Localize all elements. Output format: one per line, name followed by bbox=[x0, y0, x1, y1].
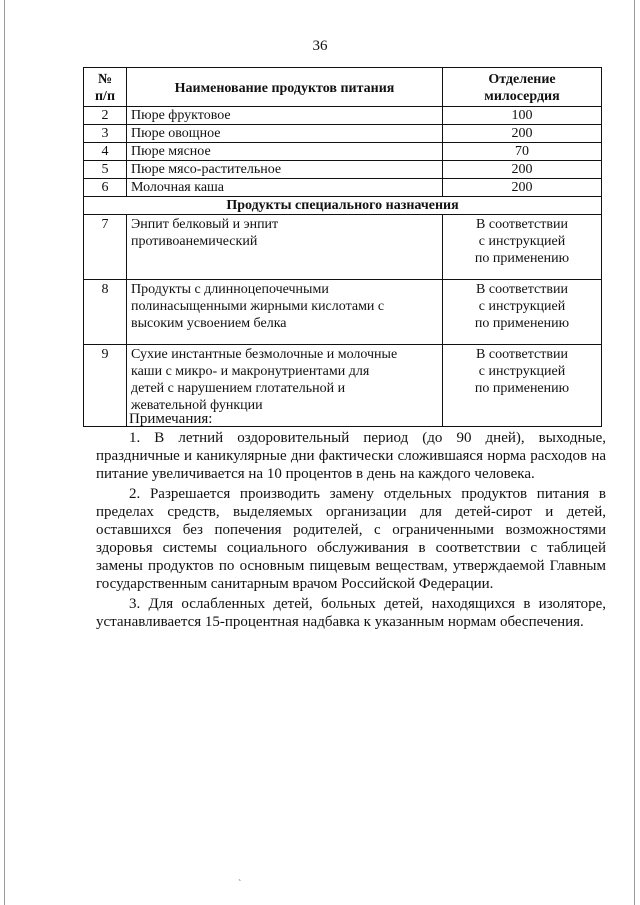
row-num: 9 bbox=[84, 345, 127, 427]
notes-section bbox=[96, 410, 606, 633]
food-norms-table bbox=[83, 67, 602, 427]
page-number: 36 bbox=[312, 38, 328, 54]
table-row bbox=[84, 161, 602, 179]
row-num: 6 bbox=[84, 179, 127, 197]
row-name: Пюре овощное bbox=[127, 125, 443, 143]
row-num: 7 bbox=[84, 215, 127, 280]
scan-speck: ` bbox=[238, 879, 242, 890]
row-name-line: детей с нарушением глотательной и bbox=[131, 381, 346, 396]
row-num: 4 bbox=[84, 143, 127, 161]
header-name: Наименование продуктов питания bbox=[127, 68, 443, 107]
note-paragraph: 2. Разрешается производить замену отдельных продуктов питания в пределах средств, выделяемых организации для детей-сирот и детей, оставшихся без попечения родителей, с ограниченными возможностями здоровья системы социального обслуживания в соответствии с таблицей замены продуктов по основным пищевым веществам, утверждаемой Главным государственным санитарным врачом Российской Федерации. bbox=[96, 486, 606, 592]
row-name-line: полинасыщенными жирными кислотами с bbox=[131, 299, 385, 314]
row-name-line: Сухие инстантные безмолочные и молочные bbox=[131, 347, 398, 362]
row-num: 8 bbox=[84, 280, 127, 345]
row-name-line: противоанемический bbox=[131, 234, 258, 249]
table-row bbox=[84, 280, 602, 345]
header-num-line: № bbox=[97, 72, 113, 87]
row-name bbox=[127, 280, 443, 345]
row-num: 5 bbox=[84, 161, 127, 179]
row-name: Пюре фруктовое bbox=[127, 107, 443, 125]
section-title: Продукты специального назначения bbox=[84, 197, 602, 215]
scan-edge-left bbox=[4, 0, 5, 905]
row-value: 200 bbox=[443, 125, 602, 143]
row-value bbox=[443, 280, 602, 345]
row-value: 200 bbox=[443, 161, 602, 179]
row-name: Пюре мясное bbox=[127, 143, 443, 161]
table-row bbox=[84, 107, 602, 125]
row-value-line: по применению bbox=[474, 381, 570, 396]
row-name-line: Энпит белковый и энпит bbox=[131, 217, 279, 232]
header-value-line: милосердия bbox=[484, 89, 560, 104]
row-value-line: В соответствии bbox=[476, 347, 568, 362]
row-value-line: с инструкцией bbox=[478, 364, 566, 379]
row-value: 200 bbox=[443, 179, 602, 197]
table-row bbox=[84, 179, 602, 197]
row-num: 2 bbox=[84, 107, 127, 125]
header-value-line: Отделение bbox=[488, 72, 556, 87]
header-value bbox=[443, 68, 602, 107]
note-paragraph: 1. В летний оздоровительный период (до 90 дней), выходные, праздничные и каникулярные дни фактически сложившаяся норма расходов на питание увеличивается на 10 процентов в день на каждого человека. bbox=[96, 430, 606, 482]
section-row bbox=[84, 197, 602, 215]
row-name: Молочная каша bbox=[127, 179, 443, 197]
row-name-line: Продукты с длинноцепочечными bbox=[131, 282, 329, 297]
row-value-line: с инструкцией bbox=[478, 234, 566, 249]
row-value-line: В соответствии bbox=[476, 217, 568, 232]
table-row bbox=[84, 143, 602, 161]
row-name bbox=[127, 215, 443, 280]
row-value: 70 bbox=[443, 143, 602, 161]
row-value-line: с инструкцией bbox=[478, 299, 566, 314]
table-row bbox=[84, 215, 602, 280]
row-name-line: жевательной функции bbox=[131, 398, 263, 413]
row-num: 3 bbox=[84, 125, 127, 143]
table-row bbox=[84, 125, 602, 143]
row-name-line: каши с микро- и макронутриентами для bbox=[131, 364, 370, 379]
row-name-line: высоким усвоением белка bbox=[131, 316, 287, 331]
row-value: 100 bbox=[443, 107, 602, 125]
notes-title: Примечания: bbox=[129, 411, 213, 427]
row-name: Пюре мясо-растительное bbox=[127, 161, 443, 179]
row-value-line: по применению bbox=[474, 316, 570, 331]
row-value bbox=[443, 215, 602, 280]
header-num-line: п/п bbox=[94, 89, 116, 104]
scan-edge-right bbox=[634, 0, 635, 905]
table-header-row bbox=[84, 68, 602, 107]
row-value-line: по применению bbox=[474, 251, 570, 266]
note-paragraph: 3. Для ослабленных детей, больных детей, находящихся в изоляторе, устанавливается 15-процентная надбавка к указанным нормам обеспечения. bbox=[96, 596, 606, 630]
row-value-line: В соответствии bbox=[476, 282, 568, 297]
header-num bbox=[84, 68, 127, 107]
